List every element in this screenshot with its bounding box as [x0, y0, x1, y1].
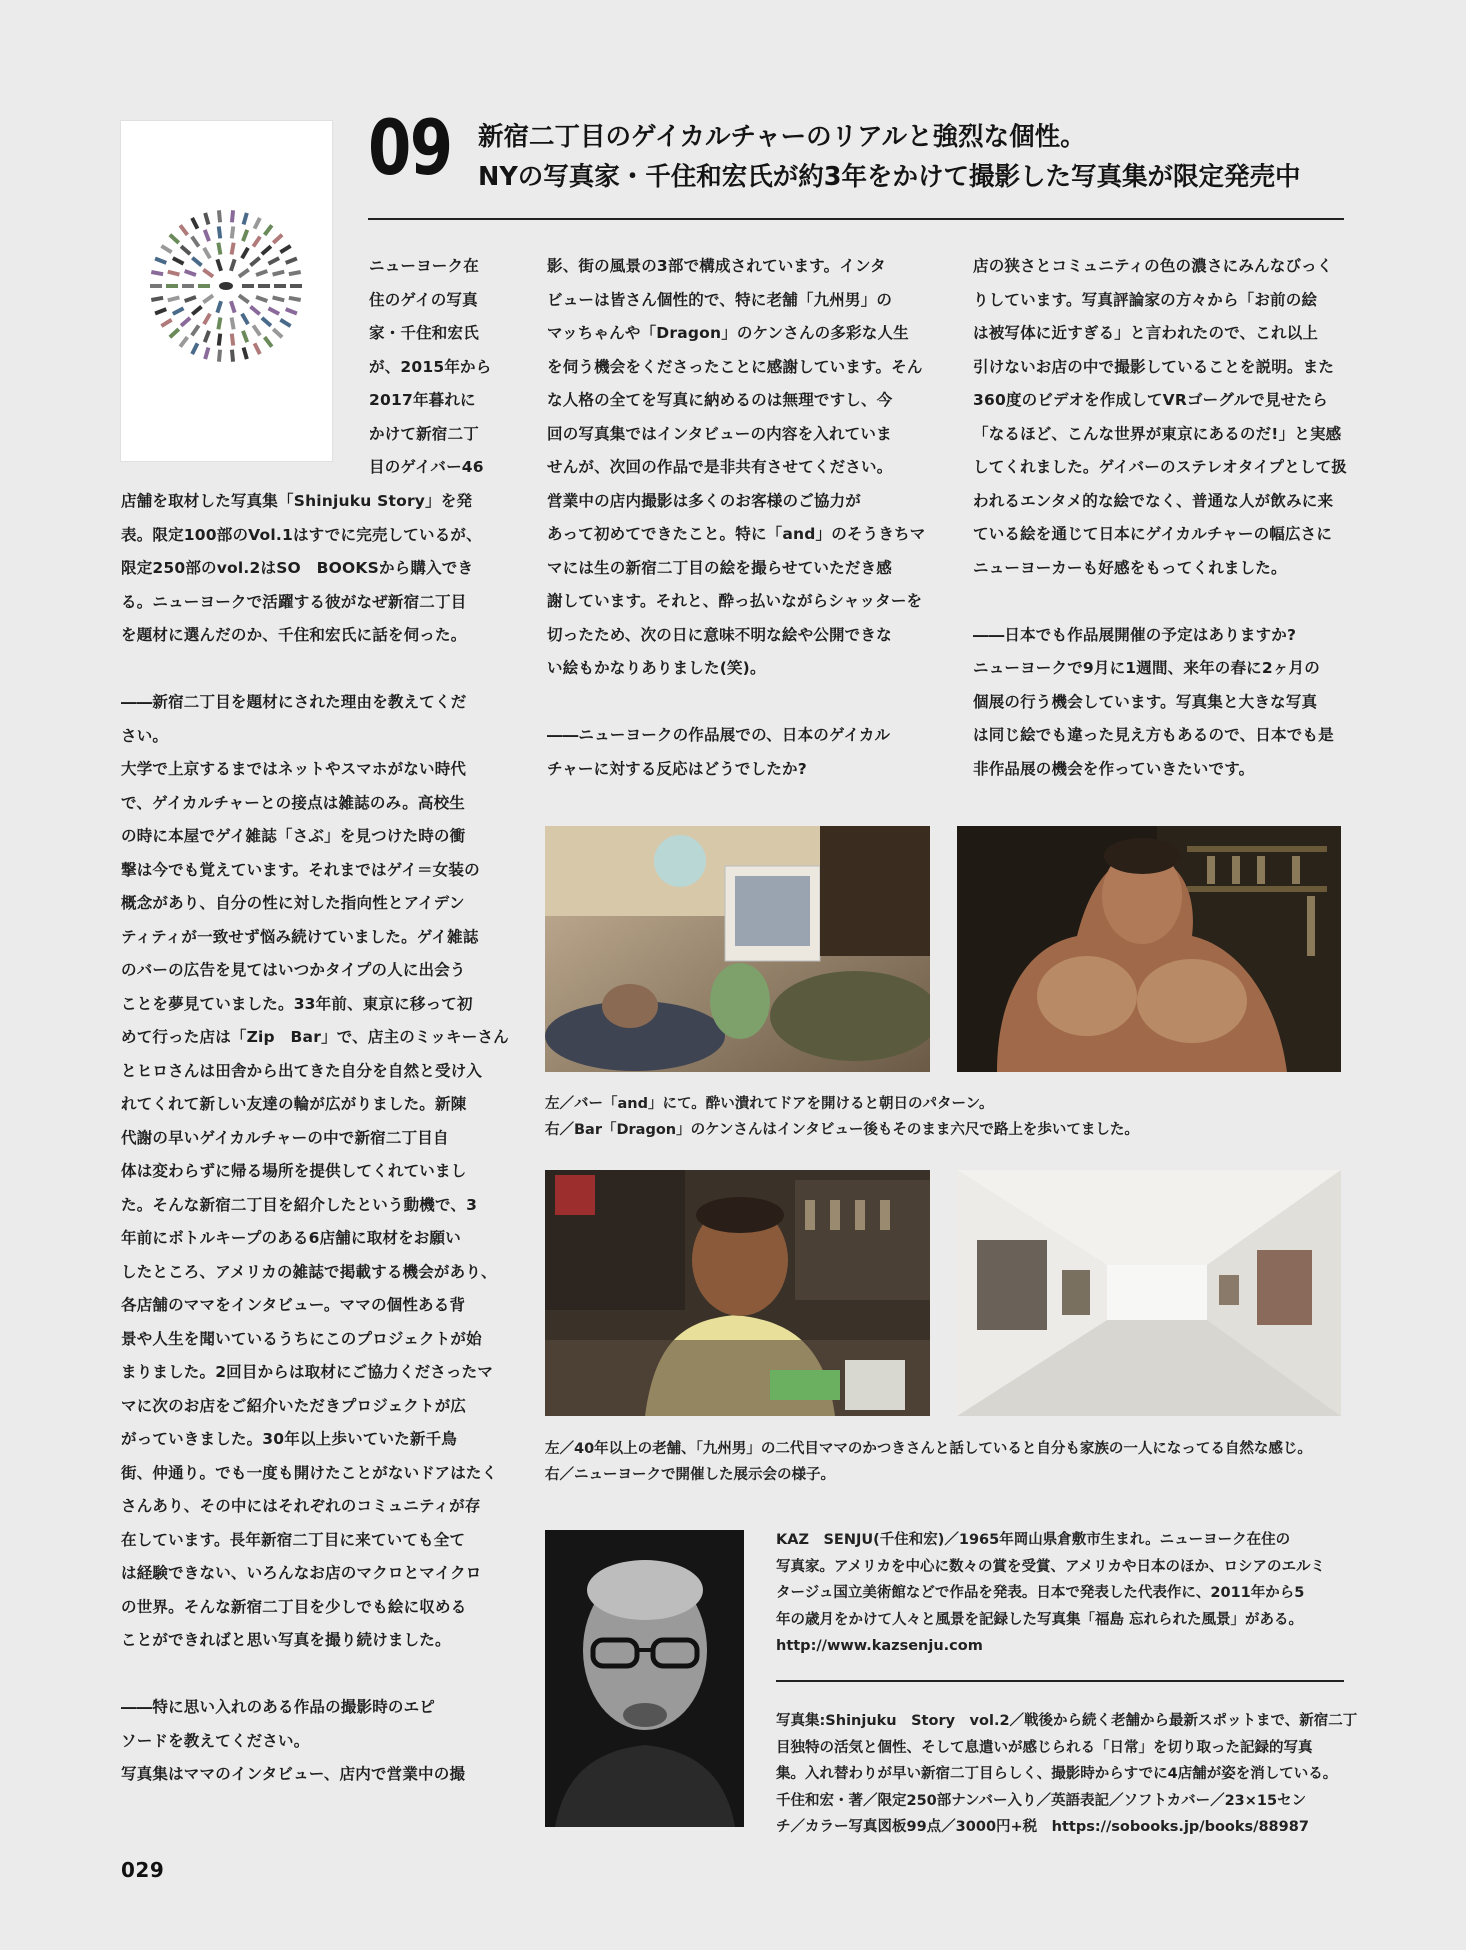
text-line: 大学で上京するまではネットやスマホがない時代 [121, 760, 467, 778]
text-line: 年前にボトルキープのある6店舗に取材をお願い [121, 1229, 461, 1247]
article-column-1 [121, 485, 509, 1792]
bio-divider [776, 1680, 1344, 1682]
text-line: 目のゲイバー46 [369, 458, 484, 476]
bio-line: タージュ国立美術館などで作品を発表。日本で発表した代表作に、2011年から5 [776, 1585, 1305, 1601]
figure-mark [217, 350, 222, 362]
text-line: 2017年暮れに [369, 391, 476, 409]
figure-mark [216, 242, 222, 255]
figure-mark [217, 210, 222, 222]
figure-mark [216, 317, 222, 330]
question-line: ソードを教えてください。 [121, 1731, 310, 1750]
text-line: な人格の全てを写真に納めるのは無理ですし、今 [547, 391, 893, 409]
text-line: 360度のビデオを作成してVRゴーグルで見せたら [973, 391, 1328, 409]
figure-mark [255, 295, 268, 303]
figure-mark [180, 245, 192, 256]
question-line: ――特に思い入れのある作品の撮影時のエピ [121, 1698, 436, 1716]
figure-mark [272, 296, 285, 303]
headline-line-2: NYの写真家・千住和宏氏が約3年をかけて撮影した写真集が限定発売中 [478, 162, 1301, 192]
figure-mark [253, 217, 262, 230]
text-line: 影、街の風景の3部で構成されています。インタ [547, 257, 886, 275]
figure-mark [202, 313, 211, 325]
figure-mark [238, 294, 250, 304]
text-line: のバーの広告を見てはいつかタイプの人に出会う [121, 961, 466, 979]
text-line: 体は変わらずに帰る場所を提供してくれていまし [121, 1162, 467, 1180]
figure-mark [261, 316, 273, 327]
figure-mark [184, 269, 197, 277]
figure-mark [198, 284, 210, 288]
book-info [776, 1708, 1358, 1841]
figure-mark [154, 257, 167, 265]
figure-mark [215, 259, 223, 272]
text-line: ことができればと思い写真を撮り続けました。 [121, 1631, 451, 1649]
caption-line: 左／バー「and」にて。酔い潰れてドアを開けると朝日のパターン。 [545, 1096, 994, 1112]
figure-mark [230, 317, 236, 330]
text-line: まりました。2回目からは取材にご協力くださったマ [121, 1363, 494, 1381]
book-info-line: 集。入れ替わりが早い新宿二丁目らしく、撮影時からすでに4店舗が姿を消している。 [776, 1766, 1338, 1782]
text-line: 在しています。長年新宿二丁目に来ていても全て [121, 1530, 466, 1549]
figure-mark [229, 259, 237, 272]
figure-mark [172, 307, 184, 316]
caption-photos-1 [545, 1091, 1139, 1143]
figure-mark [230, 333, 235, 345]
figure-mark [255, 269, 268, 277]
question-4 [973, 619, 1347, 653]
text-line: の時に本屋でゲイ雑誌「さぶ」を見つけた時の衝 [121, 827, 466, 845]
question-line: チャーに対する反応はどうでしたか? [547, 759, 807, 778]
figure-mark [241, 229, 249, 242]
question-1 [121, 686, 509, 753]
figure-mark [190, 217, 199, 230]
page-number: 029 [121, 1858, 165, 1882]
text-line: 写真集はママのインタビュー、店内で営業中の撮 [121, 1765, 466, 1783]
figure-mark [242, 212, 249, 225]
figure-mark [203, 229, 211, 242]
figure-mark [154, 307, 167, 315]
text-line: せんが、次回の作品で是非共有させてください。 [547, 458, 893, 476]
figure-mark [242, 347, 249, 360]
article-column-3 [973, 250, 1347, 786]
text-line: してくれました。ゲイバーのステレオタイプとして扱 [973, 458, 1348, 476]
figure-mark [230, 226, 235, 238]
figure-mark [240, 313, 249, 325]
figure-mark [290, 284, 302, 288]
figure-mark [229, 301, 237, 314]
text-line: た。そんな新宿二丁目を紹介したという動機で、3 [121, 1195, 478, 1214]
figure-mark [179, 336, 189, 348]
photo-kusuo-mama [545, 1170, 930, 1416]
figure-mark [167, 270, 180, 277]
text-line: 回の写真集ではインタビューの内容を入れていま [547, 424, 892, 443]
figure-mark [289, 270, 302, 276]
book-cover-thumbnail [121, 121, 332, 461]
book-info-line: チ／カラー写真図板99点／3000円+税 https://sobooks.jp/books/88987 [776, 1819, 1309, 1835]
text-line: 謝しています。それと、酔っ払いながらシャッターを [547, 592, 923, 610]
figure-mark [203, 330, 211, 343]
text-line: 概念があり、自分の性に対した指向性とアイデン [121, 894, 465, 912]
figure-mark [242, 284, 254, 288]
text-line: マに次のお店をご紹介いただきプロジェクトが広 [121, 1396, 467, 1415]
text-line: かけて新宿二丁 [369, 424, 479, 443]
text-line: は経験できない、いろんなお店のマクロとマイクロ [121, 1564, 482, 1582]
question-line: ――日本でも作品展開催の予定はありますか? [973, 625, 1297, 644]
figure-mark [215, 301, 223, 314]
headline-line-1: 新宿二丁目のゲイカルチャーのリアルと強烈な個性。 [478, 122, 1086, 152]
bio-line: http://www.kazsenju.com [776, 1638, 983, 1654]
figure-mark [253, 342, 262, 355]
figure-mark [151, 270, 164, 276]
text-line: 各店舗のママをインタビュー。ママの個性ある背 [121, 1296, 466, 1314]
figure-mark [272, 233, 284, 244]
text-line: 個展の行う機会しています。写真集と大きな写真 [973, 692, 1318, 711]
figure-mark [172, 256, 184, 265]
bio-line: 写真家。アメリカを中心に数々の賞を受賞、アメリカや日本のほか、ロシアのエルミ [776, 1558, 1325, 1575]
figure-mark [190, 342, 199, 355]
figure-mark [268, 256, 280, 265]
text-line: 街、仲通り。でも一度も開けたことがないドアはたく [121, 1463, 498, 1482]
photographer-bio [776, 1527, 1346, 1660]
text-line: を伺う機会をくださったことに感謝しています。そん [547, 357, 923, 376]
text-line: 切ったため、次の日に意味不明な絵や公開できな [547, 625, 892, 644]
figure-mark [182, 284, 194, 288]
figure-mark [258, 284, 270, 288]
text-line: 景や人生を聞いているうちにこのプロジェクトが始 [121, 1329, 482, 1348]
figure-mark [272, 270, 285, 277]
text-line: めて行った店は「Zip Bar」で、店主のミッキーさん [121, 1028, 509, 1046]
intro-full-lines [121, 485, 509, 653]
figure-mark [179, 224, 189, 236]
answer-1 [121, 753, 509, 1658]
figure-mark [160, 318, 172, 328]
text-line: 表。限定100部のVol.1はすでに完売しているが、 [121, 525, 482, 544]
header-divider [368, 218, 1344, 220]
text-line: 非作品展の機会を作っていきたいです。 [973, 759, 1255, 778]
figure-mark [230, 350, 235, 362]
text-line: 店の狭さとコミュニティの色の濃さにみんなびっく [973, 257, 1333, 275]
figure-mark [274, 284, 286, 288]
caption-line: 右／ニューヨークで開催した展示会の様子。 [545, 1467, 835, 1483]
figure-mark [261, 245, 273, 256]
figure-mark [241, 330, 249, 343]
figure-mark [268, 307, 280, 316]
question-line: ――新宿二丁目を題材にされた理由を教えてくだ [121, 693, 467, 711]
text-line: を題材に選んだのか、千住和宏氏に話を伺った。 [121, 626, 467, 644]
text-line: れてくれて新しい友達の輪が広がりました。新陳 [121, 1095, 467, 1113]
headline [478, 117, 1358, 197]
question-2 [121, 1691, 509, 1758]
figure-mark [169, 233, 181, 244]
text-line: 営業中の店内撮影は多くのお客様のご協力が [547, 491, 862, 510]
figure-mark [285, 307, 298, 315]
text-line: とヒロさんは田舎から出てきた自分を自然と受け入 [121, 1061, 483, 1080]
figure-mark [180, 316, 192, 327]
figure-mark [202, 268, 214, 278]
question-line: ――ニューヨークの作品展での、日本のゲイカル [547, 726, 891, 744]
caption-photos-2 [545, 1436, 1312, 1488]
text-line: い絵もかなりありました(笑)。 [547, 659, 766, 677]
figure-mark [217, 333, 222, 345]
text-line: ている絵を通じて日本にゲイカルチャーの幅広さに [973, 525, 1333, 543]
bio-line: KAZ SENJU(千住和宏)／1965年岡山県倉敷市生まれ。ニューヨーク在住の [776, 1532, 1291, 1548]
text-line: で、ゲイカルチャーとの接点は雑誌のみ。高校生 [121, 793, 466, 812]
bio-line: 年の歳月をかけて人々と風景を記録した写真集「福島 忘れられた風景」がある。 [776, 1611, 1304, 1628]
text-line: る。ニューヨークで活躍する彼がなぜ新宿二丁目 [121, 592, 467, 611]
text-line: の世界。そんな新宿二丁目を少しでも絵に収める [121, 1597, 467, 1616]
question-3 [547, 719, 925, 786]
figure-mark [203, 212, 210, 225]
figure-mark [238, 268, 250, 278]
figure-mark [279, 244, 291, 254]
figure-mark [240, 247, 249, 259]
figure-mark [285, 257, 298, 265]
text-line: ニューヨーカーも好感をもってくれました。 [973, 558, 1287, 577]
text-line: マには生の新宿二丁目の絵を撮らせていただき感 [547, 558, 892, 577]
figure-mark [160, 244, 172, 254]
figure-mark [169, 328, 181, 339]
photo-ny-exhibition [957, 1170, 1341, 1416]
figure-mark [184, 295, 197, 303]
figure-mark [230, 242, 236, 255]
text-line: われるエンタメ的な絵でなく、普通な人が飲みに来 [973, 491, 1334, 510]
figure-mark [203, 347, 210, 360]
intro-short-lines [369, 250, 491, 485]
text-line: ビューは皆さん個性的で、特に老舗「九州男」の [547, 290, 893, 309]
issue-number: 09 [368, 103, 452, 192]
book-info-line: 写真集:Shinjuku Story vol.2／戦後から続く老舗から最新スポットまで、新宿二丁 [776, 1713, 1358, 1729]
caption-line: 左／40年以上の老舗、「九州男」の二代目ママのかつきさんと話していると自分も家族の一人になってる自然な感じ。 [545, 1441, 1312, 1457]
figure-mark [217, 226, 222, 238]
text-line: ニューヨーク在 [369, 257, 479, 275]
figure-mark [202, 294, 214, 304]
figure-mark [190, 236, 200, 248]
text-line: 代謝の早いゲイカルチャーの中で新宿二丁目自 [121, 1128, 449, 1147]
center-mark [219, 282, 233, 290]
figure-mark [166, 284, 178, 288]
answer-3 [973, 250, 1347, 585]
text-line: 店舗を取材した写真集「Shinjuku Story」を発 [121, 492, 473, 510]
photo-kaz-senju-portrait [545, 1530, 744, 1827]
text-line: ことを夢見ていました。33年前、東京に移って初 [121, 994, 473, 1013]
figure-mark [263, 336, 273, 348]
figure-mark [167, 296, 180, 303]
book-info-line: 目独特の活気と個性、そして息遣いが感じられる「日常」を切り取った記録的写真 [776, 1739, 1313, 1756]
figure-mark [249, 256, 261, 267]
text-line: が、2015年から [369, 357, 492, 376]
figure-mark [252, 324, 262, 336]
figure-mark [151, 296, 164, 302]
text-line: ニューヨークで9月に1週間、来年の春に2ヶ月の [973, 659, 1320, 677]
question-line: さい。 [121, 726, 169, 745]
article-column-2 [547, 250, 925, 786]
text-line: さんあり、その中にはそれぞれのコミュニティが存 [121, 1497, 481, 1515]
book-info-line: 千住和宏・著／限定250部ナンバー入り／英語表記／ソフトカバー／23×15セン [776, 1792, 1307, 1809]
text-line: 撃は今でも覚えています。それまではゲイ＝女装の [121, 860, 480, 879]
text-line: 限定250部のvol.2はSO BOOKSから購入でき [121, 559, 474, 577]
figure-mark [252, 236, 262, 248]
text-line: したところ、アメリカの雑誌で掲載する機会があり、 [121, 1262, 497, 1281]
caption-line: 右／Bar「Dragon」のケンさんはインタビュー後もそのまま六尺で路上を歩いてました。 [545, 1122, 1139, 1138]
figure-mark [263, 224, 273, 236]
photo-bar-dragon [957, 826, 1341, 1072]
text-line: がっていきました。30年以上歩いていた新千鳥 [121, 1430, 457, 1448]
figure-mark [249, 305, 261, 316]
figure-mark [289, 296, 302, 302]
figure-mark [230, 210, 235, 222]
text-line: 家・千住和宏氏 [369, 324, 479, 342]
figure-mark [190, 324, 200, 336]
text-line: ティティが一致せず悩み続けていました。ゲイ雑誌 [121, 927, 479, 946]
photo-bar-and [545, 826, 930, 1072]
text-line: は同じ絵でも違った見え方もあるので、日本でも是 [973, 726, 1334, 744]
text-line: あって初めてできたこと。特に「and」のそうきちマ [547, 525, 926, 543]
circular-figures-illustration [121, 121, 332, 461]
text-line: マッちゃんや「Dragon」のケンさんの多彩な人生 [547, 324, 909, 342]
answer-2-continued [547, 250, 925, 686]
figure-mark [272, 328, 284, 339]
text-line: は被写体に近すぎる」と言われたので、これ以上 [973, 324, 1319, 342]
figure-mark [279, 318, 291, 328]
text-line: 住のゲイの写真 [369, 290, 478, 309]
figure-mark [191, 305, 203, 316]
text-line: 「なるほど、こんな世界が東京にあるのだ!」と実感 [973, 424, 1342, 443]
figure-mark [191, 256, 203, 267]
answer-4 [973, 652, 1347, 786]
text-line: りしています。写真評論家の方々から「お前の絵 [973, 290, 1318, 309]
text-line: 引けないお店の中で撮影していることを説明。また [973, 357, 1335, 376]
figure-mark [150, 284, 162, 288]
figure-mark [202, 247, 211, 259]
answer-2-start [121, 1758, 509, 1792]
